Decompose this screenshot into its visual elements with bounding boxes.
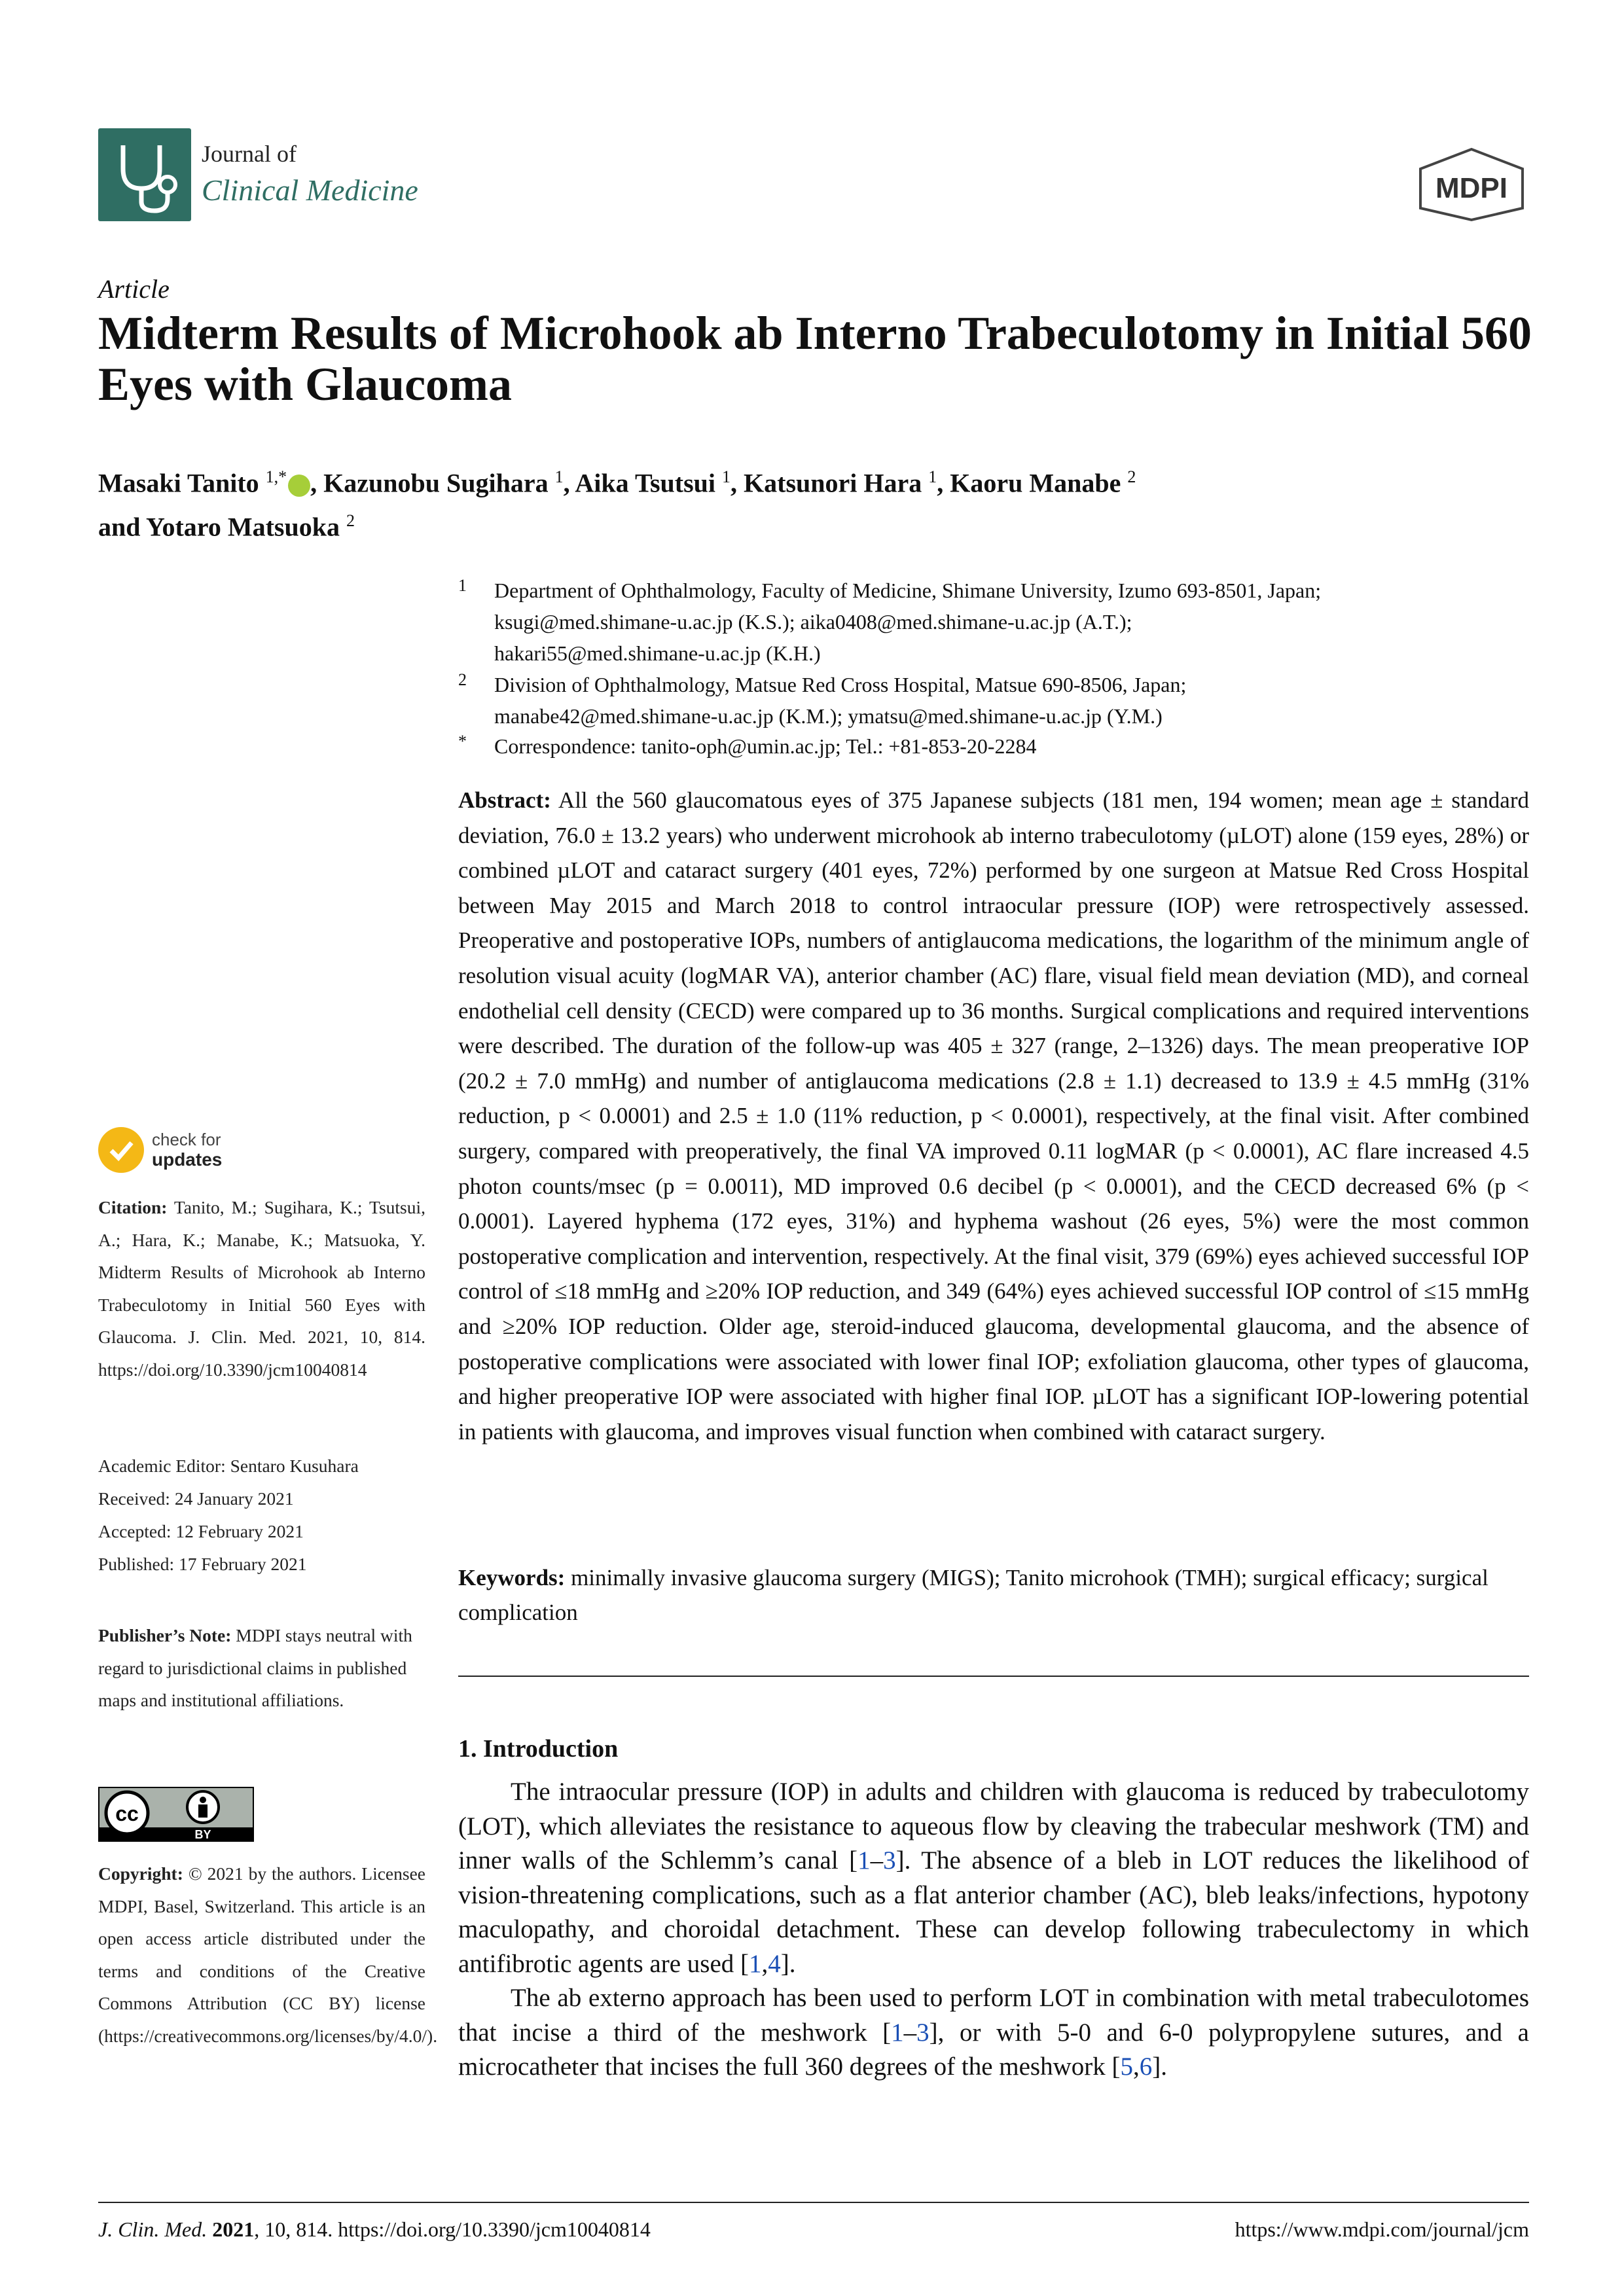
affiliation-mark: 2: [458, 670, 467, 689]
introduction-body: [458, 1775, 1529, 2085]
keywords: [458, 1560, 1529, 1630]
cc-by-license-badge[interactable]: [98, 1787, 254, 1842]
affiliation-mark: 1: [458, 576, 467, 595]
copyright-text[interactable]: © 2021 by the authors. Licensee MDPI, Basel, Switzerland. This article is an open access article distributed under the terms and conditions of the Creative Commons Attribution (CC BY) license (https://creativecommons.org/licenses/by/4.0/).: [98, 1863, 438, 2046]
affiliation-line: Department of Ophthalmology, Faculty of Medicine, Shimane University, Izumo 693-8501, Japan;: [494, 579, 1322, 602]
author-name[interactable]: Masaki Tanito: [98, 468, 259, 498]
paragraph: [458, 1775, 1529, 1981]
footer-doi[interactable]: , 10, 814. https://doi.org/10.3390/jcm10040814: [254, 2217, 651, 2241]
reference-link[interactable]: 1: [857, 1846, 871, 1874]
reference-link[interactable]: 3: [916, 2018, 929, 2047]
academic-editor: Academic Editor: Sentaro Kusuhara: [98, 1456, 359, 1476]
reference-separator: –: [903, 2018, 917, 2047]
abstract-text: All the 560 glaucomatous eyes of 375 Japanese subjects (181 men, 194 women; mean age ± standard deviation, 76.0 ± 13.2 years) who underwent microhook ab interno trabeculotomy (µLOT) alone (159 eyes, 28%) or combined µLOT and cataract surgery (401 eyes, 72%) performed by one surgeon at Matsue Red Cross Hospital between May 2015 and March 2018 to control intraocular pressure (IOP) were retrospectively assessed. Preoperative and postoperative IOPs, numbers of antiglaucoma medications, the logarithm of the minimum angle of resolution visual acuity (logMAR VA), anterior chamber (AC) flare, visual field mean deviation (MD), and corneal endothelial cell density (CECD) were compared up to 36 months. Surgical complications and required interventions were described. The duration of the follow-up was 405 ± 327 (range, 2–1326) days. The mean preoperative IOP (20.2 ± 7.0 mmHg) and number of antiglaucoma medications (2.8 ± 1.1) decreased to 13.9 ± 4.5 mmHg (31% reduction, p < 0.0001) and 2.5 ± 1.0 (11% reduction, p < 0.0001), respectively, at the final visit. After combined surgery, compared with preoperatively, the final VA improved 0.11 logMAR (p < 0.0001), AC flare increased 4.5 photon counts/msec (p = 0.0011), MD improved 0.6 decibel (p < 0.0001), and the CECD decreased 6% (p < 0.0001). Layered hyphema (172 eyes, 31%) and hyphema washout (26 eyes, 5%) were the most common postoperative complication and intervention, respectively. At the final visit, 379 (69%) eyes achieved successful IOP control of ≤18 mmHg and ≥20% IOP reduction, and 349 (64%) eyes achieved successful IOP control of ≤15 mmHg and ≥20% IOP reduction. Older age, steroid-induced glaucoma, developmental glaucoma, and the absence of postoperative complications were associated with lower final IOP; exfoliation glaucoma, other types of glaucoma, and higher preoperative IOP were associated with higher final IOP. µLOT has a significant IOP-lowering potential in patients with glaucoma, and improves visual function when combined with cataract surgery.: [458, 787, 1529, 1444]
check-icon: [98, 1127, 144, 1173]
author-name[interactable]: Kaoru Manabe: [950, 468, 1121, 498]
citation-text[interactable]: Tanito, M.; Sugihara, K.; Tsutsui, A.; Hara, K.; Manabe, K.; Matsuoka, Y. Midterm Results of Microhook ab Interno Trabeculotomy in Initial 560 Eyes with Glaucoma. J. Clin. Med. 2021, 10, 814. https://doi.org/10.3390/jcm10040814: [98, 1197, 425, 1380]
paragraph: [458, 1981, 1529, 2085]
author-affiliation-mark: 1: [928, 467, 937, 486]
author-affiliation-mark: 1: [554, 467, 564, 486]
footer-year: 2021: [212, 2217, 255, 2241]
author-affiliation-mark: 2: [346, 511, 355, 531]
journal-of-text: Journal of: [202, 141, 297, 167]
citation-block: [98, 1191, 425, 1386]
citation-label: Citation:: [98, 1197, 168, 1217]
paragraph-text: ]. The absence of a bleb in LOT reduces the likelihood of vision-threatening complications, such as a flat anterior chamber (AC), bleb leaks/infections, hypotony maculopathy, and choroidal detachment. These can develop following trabeculectomy in which antifibrotic agents are used [: [458, 1846, 1529, 1978]
accepted-date: Accepted: 12 February 2021: [98, 1521, 304, 1541]
reference-link[interactable]: 3: [883, 1846, 896, 1874]
abstract: [458, 783, 1529, 1449]
paper-title: Midterm Results of Microhook ab Interno Trabeculotomy in Initial 560 Eyes with Glaucoma: [98, 307, 1532, 410]
reference-separator: –: [870, 1846, 884, 1874]
reference-separator: ,: [1133, 2053, 1140, 2081]
reference-separator: ,: [761, 1949, 768, 1978]
footer-citation: [98, 2217, 651, 2242]
reference-link[interactable]: 1: [749, 1949, 762, 1978]
publishers-note: [98, 1619, 425, 1717]
paragraph-text: ].: [780, 1949, 796, 1978]
journal-logo: [98, 128, 191, 221]
section-divider: [458, 1676, 1529, 1677]
published-date: Published: 17 February 2021: [98, 1554, 307, 1574]
reference-link[interactable]: 6: [1139, 2053, 1153, 2081]
abstract-label: Abstract:: [458, 787, 551, 813]
paragraph-text: ].: [1152, 2053, 1167, 2081]
correspondence-line[interactable]: Correspondence: tanito-oph@umin.ac.jp; Tel.: +81-853-20-2284: [494, 734, 1037, 758]
mdpi-logo: [1413, 145, 1530, 223]
copyright-block: [98, 1857, 438, 2052]
author-name[interactable]: Katsunori Hara: [744, 468, 922, 498]
affiliation-emails[interactable]: manabe42@med.shimane-u.ac.jp (K.M.); ymatsu@med.shimane-u.ac.jp (Y.M.): [494, 704, 1163, 728]
orcid-icon[interactable]: [288, 475, 310, 497]
received-date: Received: 24 January 2021: [98, 1488, 294, 1509]
affiliation-line: Division of Ophthalmology, Matsue Red Cross Hospital, Matsue 690-8506, Japan;: [494, 673, 1187, 696]
cc-by-text: BY: [194, 1828, 211, 1841]
author-affiliation-mark: 2: [1127, 467, 1136, 486]
check-updates-label-bold: updates: [152, 1149, 223, 1170]
journal-name: Clinical Medicine: [202, 173, 418, 207]
check-for-updates-button[interactable]: [98, 1127, 262, 1173]
reference-link[interactable]: 4: [768, 1949, 781, 1978]
paragraph-text: ], or with 5-0 and 6-0 polypropylene sutures, and a microcatheter that incises the full 360 degrees of the meshwork [: [458, 2018, 1529, 2081]
reference-link[interactable]: 1: [891, 2018, 904, 2047]
copyright-label: Copyright:: [98, 1863, 183, 1884]
article-type: Article: [98, 274, 170, 304]
author-name[interactable]: Kazunobu Sugihara: [323, 468, 549, 498]
author-name[interactable]: Yotaro Matsuoka: [146, 512, 340, 542]
mdpi-logo-text: MDPI: [1435, 172, 1507, 204]
check-updates-label: check for: [152, 1130, 221, 1149]
author-affiliation-mark: 1,*: [265, 467, 287, 486]
footer-journal-abbr: J. Clin. Med.: [98, 2217, 208, 2241]
author-list: Masaki Tanito $^{1,*}$ , Kazunobu Sugihara $^1$, Aika Tsutsui $^1$, Katsunori Hara $^1$, Kaoru Manabe $^2$ and Yotaro Matsuoka $^2$: [98, 467, 1136, 542]
stethoscope-icon: [98, 128, 191, 221]
section-heading-introduction: 1. Introduction: [458, 1735, 619, 1763]
author-join: and: [98, 512, 141, 542]
author-name[interactable]: Aika Tsutsui: [575, 468, 716, 498]
author-affiliation-mark: 1: [722, 467, 731, 486]
keywords-text: minimally invasive glaucoma surgery (MIGS); Tanito microhook (TMH); surgical efficacy; surgical complication: [458, 1565, 1489, 1625]
footer-divider: [98, 2202, 1529, 2203]
svg-text:cc: cc: [115, 1802, 139, 1825]
affiliation-emails[interactable]: ksugi@med.shimane-u.ac.jp (K.S.); aika0408@med.shimane-u.ac.jp (A.T.);: [494, 610, 1132, 634]
publishers-note-label: Publisher’s Note:: [98, 1625, 232, 1645]
paragraph-text: The intraocular pressure (IOP) in adults and children with glaucoma is reduced by trabeculotomy (LOT), which alleviates the resistance to aqueous flow by cleaving the trabecular meshwork (TM) and inner walls of the Schlemm’s canal [: [458, 1778, 1529, 1874]
keywords-label: Keywords:: [458, 1565, 566, 1590]
publishers-note-text: MDPI stays neutral with regard to jurisdictional claims in published maps and institutional affiliations.: [98, 1625, 412, 1710]
paragraph-text: The ab externo approach has been used to perform LOT in combination with metal trabeculotomes that incise a third of the meshwork [: [458, 1984, 1529, 2047]
footer-journal-url[interactable]: https://www.mdpi.com/journal/jcm: [1235, 2217, 1529, 2241]
correspondence-mark: *: [458, 732, 467, 751]
affiliation-emails[interactable]: hakari55@med.shimane-u.ac.jp (K.H.): [494, 641, 821, 665]
reference-link[interactable]: 5: [1120, 2053, 1133, 2081]
